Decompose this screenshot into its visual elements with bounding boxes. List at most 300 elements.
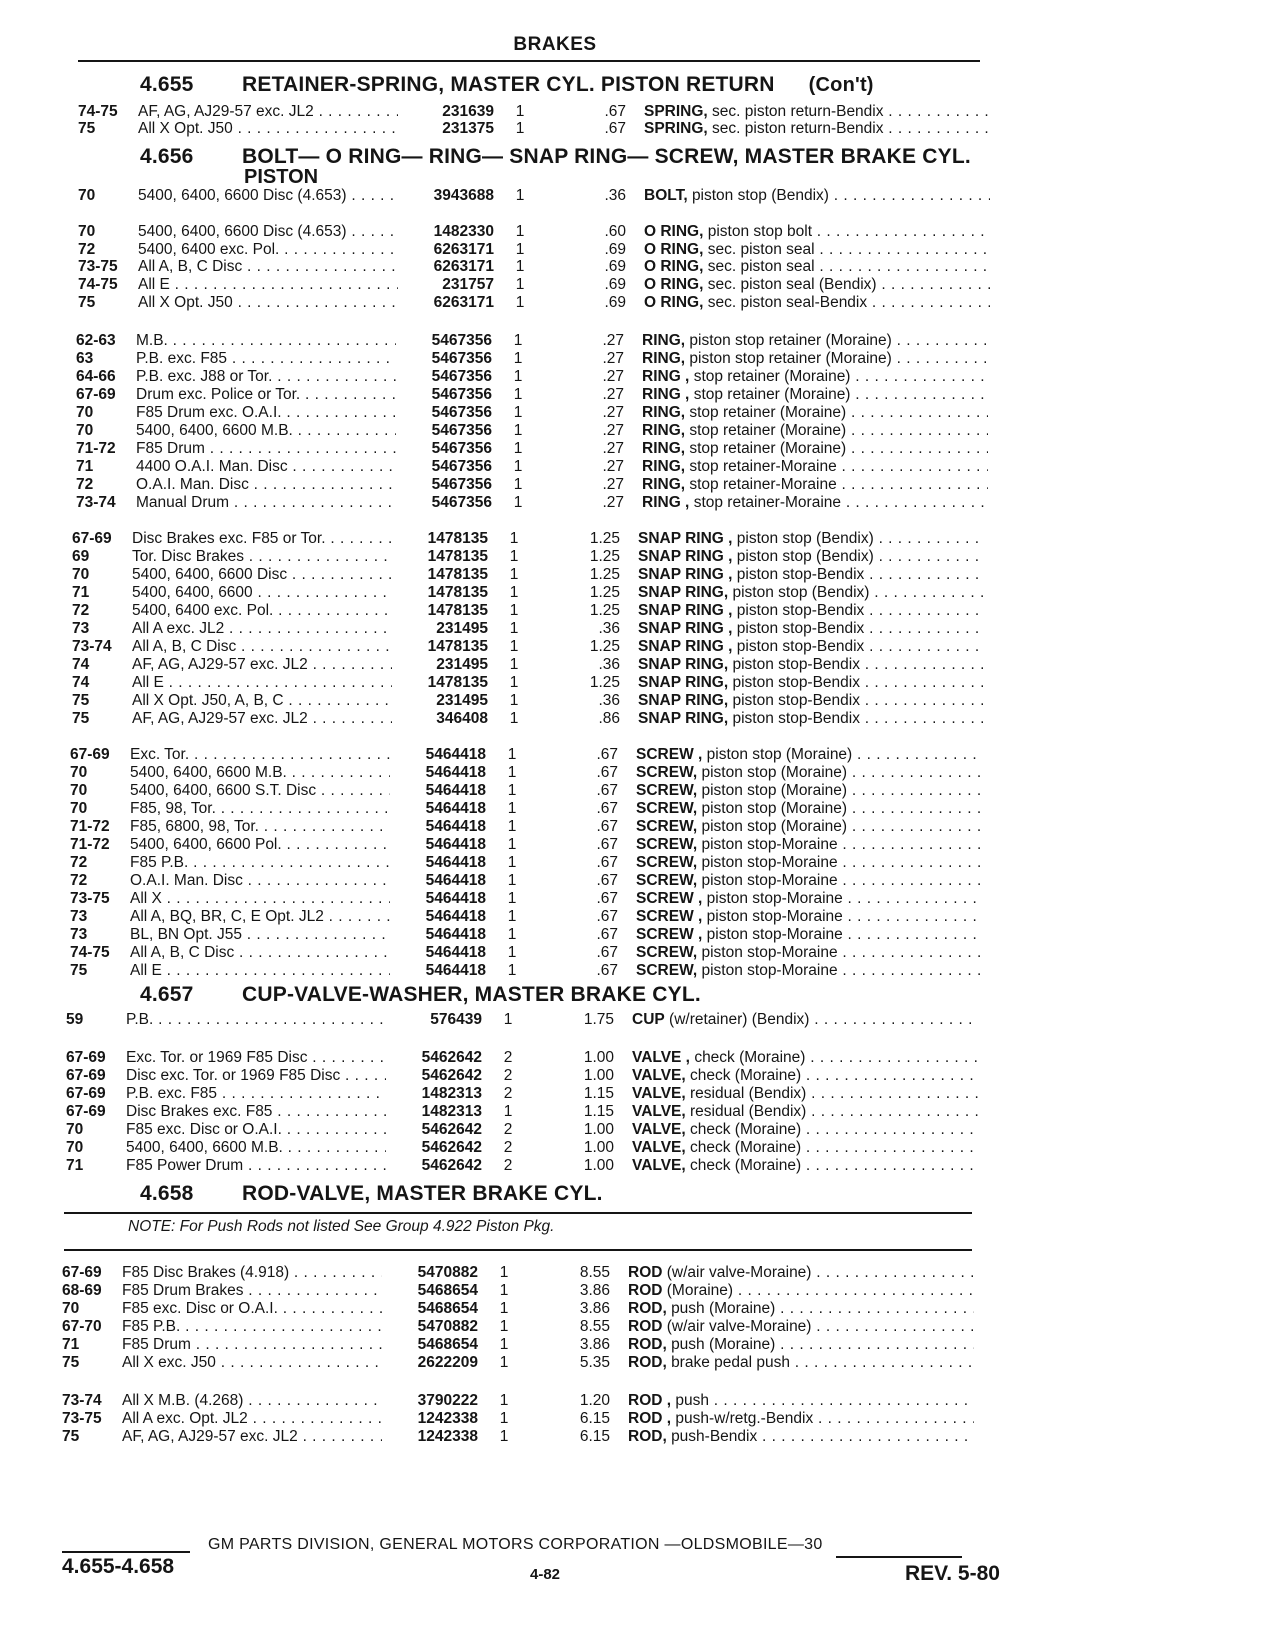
price: 1.00 (583, 1067, 614, 1084)
quantity: 1 (509, 692, 519, 709)
part-description (628, 1392, 974, 1410)
part-detail: sec. piston seal (Bendix) (707, 276, 877, 293)
quantity: 1 (499, 1336, 509, 1353)
model-application: M.B. . . . (136, 332, 396, 350)
part-detail: piston stop (Moraine) (701, 818, 848, 835)
part-detail: (Moraine) (666, 1282, 734, 1299)
part-name: SCREW , (636, 926, 703, 943)
price: .67 (596, 782, 618, 799)
table-row (62, 1300, 982, 1318)
model-application: O.A.I. Man. Disc . . . (130, 872, 390, 890)
model-year: 73-74 (76, 494, 116, 511)
part-number: 5464418 (425, 890, 486, 907)
part-description (636, 746, 982, 764)
part-name: RING, (642, 440, 686, 457)
footer-rule-right (836, 1556, 962, 1558)
section-title: ROD-VALVE, MASTER BRAKE CYL. (242, 1182, 603, 1205)
part-description (632, 1085, 978, 1103)
quantity: 1 (499, 1428, 509, 1445)
price: .27 (602, 458, 624, 475)
table-row (62, 1392, 982, 1410)
price: .27 (602, 476, 624, 493)
table-row (66, 1085, 986, 1103)
quantity: 1 (503, 1103, 513, 1120)
part-number: 1242338 (417, 1410, 478, 1427)
quantity: 1 (507, 926, 517, 943)
price: 8.55 (579, 1318, 610, 1335)
price: .27 (602, 386, 624, 403)
quantity: 1 (509, 656, 519, 673)
table-row (78, 258, 998, 276)
part-description (644, 258, 990, 276)
quantity: 1 (507, 908, 517, 925)
quantity: 2 (503, 1139, 513, 1156)
part-detail: piston stop (Moraine) (701, 782, 848, 799)
part-number: 231375 (442, 120, 494, 137)
quantity: 1 (507, 782, 517, 799)
part-description (638, 638, 984, 656)
model-application: All A exc. JL2 . . . (132, 620, 392, 638)
model-application: P.B. exc. J88 or Tor. . . . (136, 368, 396, 386)
quantity: 1 (499, 1354, 509, 1371)
part-name: SCREW, (636, 764, 698, 781)
quantity: 1 (503, 1011, 513, 1028)
part-detail: piston stop-Moraine (706, 908, 843, 925)
footer-rule-left (62, 1551, 190, 1553)
part-number: 5462642 (421, 1067, 482, 1084)
section-number: 4.658 (140, 1182, 194, 1205)
part-number: 5464418 (425, 962, 486, 979)
model-year: 72 (72, 602, 90, 619)
part-description (636, 836, 982, 854)
part-number: 6263171 (433, 241, 494, 258)
price: .69 (604, 258, 626, 275)
model-application: 5400, 6400, 6600 M.B. . . . (136, 422, 396, 440)
part-number: 1242338 (417, 1428, 478, 1445)
part-number: 5467356 (431, 440, 492, 457)
model-application: Tor. Disc Brakes . . . (132, 548, 392, 566)
part-number: 346408 (436, 710, 488, 727)
quantity: 1 (509, 620, 519, 637)
part-name: RING , (642, 386, 690, 403)
part-detail: piston stop (Moraine) (701, 800, 848, 817)
part-number: 5468654 (417, 1282, 478, 1299)
part-detail: push (Moraine) (671, 1336, 776, 1353)
quantity: 1 (515, 187, 525, 204)
part-name: SNAP RING, (638, 692, 729, 709)
price: .67 (596, 854, 618, 871)
model-application: Exc. Tor. or 1969 F85 Disc . . . (126, 1049, 386, 1067)
part-description (644, 120, 990, 138)
model-application: All A, B, C Disc . . . (132, 638, 392, 656)
price: .67 (596, 962, 618, 979)
model-year: 74-75 (78, 276, 118, 293)
price: .67 (604, 103, 626, 120)
part-detail: piston stop retainer (Moraine) (689, 332, 892, 349)
price: .36 (598, 656, 620, 673)
table-row (62, 1428, 982, 1446)
part-detail: sec. piston return-Bendix (712, 120, 884, 137)
quantity: 1 (515, 223, 525, 240)
table-row (76, 422, 996, 440)
section-number: 4.657 (140, 983, 194, 1006)
model-year: 73-75 (78, 258, 118, 275)
price: .86 (598, 710, 620, 727)
price: .67 (596, 818, 618, 835)
part-description (632, 1011, 978, 1029)
model-year: 62-63 (76, 332, 116, 349)
price: .27 (602, 404, 624, 421)
part-name: SNAP RING , (638, 602, 733, 619)
part-number: 5464418 (425, 836, 486, 853)
part-detail: check (Moraine) (694, 1049, 806, 1066)
model-application: 4400 O.A.I. Man. Disc . . . (136, 458, 396, 476)
part-number: 231757 (442, 276, 494, 293)
model-application: F85 Drum exc. O.A.I. . . . (136, 404, 396, 422)
table-row (66, 1011, 986, 1029)
quantity: 1 (513, 368, 523, 385)
part-number: 5464418 (425, 854, 486, 871)
part-name: SCREW, (636, 818, 698, 835)
quantity: 1 (515, 241, 525, 258)
quantity: 2 (503, 1157, 513, 1174)
model-application: P.B. exc. F85 . . . (126, 1085, 386, 1103)
model-year: 75 (72, 692, 90, 709)
part-description (636, 962, 982, 980)
table-row (72, 620, 992, 638)
part-number: 3943688 (433, 187, 494, 204)
part-detail: residual (Bendix) (690, 1085, 807, 1102)
part-number: 231495 (436, 656, 488, 673)
footer-page-number: 4-82 (530, 1566, 561, 1583)
part-name: SNAP RING, (638, 674, 729, 691)
model-year: 73 (70, 908, 88, 925)
model-year: 71 (66, 1157, 84, 1174)
part-number: 5467356 (431, 404, 492, 421)
model-year: 64-66 (76, 368, 116, 385)
part-description (632, 1121, 978, 1139)
quantity: 1 (509, 674, 519, 691)
model-year: 74-75 (70, 944, 110, 961)
part-name: RING, (642, 332, 686, 349)
part-name: RING, (642, 476, 686, 493)
part-number: 1478135 (427, 548, 488, 565)
part-detail: piston stop-Moraine (706, 890, 843, 907)
part-name: SNAP RING , (638, 620, 733, 637)
price: 1.25 (589, 638, 620, 655)
part-description (644, 187, 990, 205)
part-description (632, 1103, 978, 1121)
quantity: 1 (513, 476, 523, 493)
part-name: ROD , (628, 1392, 672, 1409)
quantity: 2 (503, 1085, 513, 1102)
table-row (72, 656, 992, 674)
table-row (66, 1157, 986, 1175)
part-name: SNAP RING , (638, 548, 733, 565)
model-year: 70 (72, 566, 90, 583)
quantity: 1 (515, 294, 525, 311)
part-number: 5467356 (431, 494, 492, 511)
quantity: 1 (513, 332, 523, 349)
model-year: 72 (78, 241, 96, 258)
model-year: 75 (78, 294, 96, 311)
part-detail: residual (Bendix) (690, 1103, 807, 1120)
model-year: 67-69 (62, 1264, 102, 1281)
part-description (636, 890, 982, 908)
model-application: All E . . . (130, 962, 390, 980)
quantity: 1 (507, 800, 517, 817)
model-application: All X Opt. J50 . . . (138, 294, 398, 312)
model-year: 74 (72, 656, 90, 673)
part-detail: check (Moraine) (690, 1121, 802, 1138)
model-application: F85, 98, Tor. . . . (130, 800, 390, 818)
model-year: 73-74 (72, 638, 112, 655)
part-detail: piston stop-Moraine (701, 944, 838, 961)
quantity: 1 (509, 602, 519, 619)
model-year: 71-72 (70, 836, 110, 853)
model-application: 5400, 6400, 6600 Disc . . . (132, 566, 392, 584)
part-number: 1478135 (427, 566, 488, 583)
quantity: 1 (509, 548, 519, 565)
model-application: All A exc. Opt. JL2 . . . (122, 1410, 382, 1428)
part-description (632, 1157, 978, 1175)
quantity: 1 (499, 1300, 509, 1317)
part-number: 5464418 (425, 746, 486, 763)
quantity: 1 (513, 350, 523, 367)
model-year: 71-72 (76, 440, 116, 457)
model-year: 70 (70, 800, 88, 817)
price: 8.55 (579, 1264, 610, 1281)
price: 1.25 (589, 548, 620, 565)
part-number: 5467356 (431, 332, 492, 349)
part-name: VALVE , (632, 1049, 690, 1066)
part-detail: sec. piston seal (707, 241, 815, 258)
part-description (638, 656, 984, 674)
price: 1.15 (583, 1085, 614, 1102)
table-row (72, 710, 992, 728)
part-number: 5464418 (425, 926, 486, 943)
model-application: AF, AG, AJ29-57 exc. JL2 . . . (138, 103, 398, 121)
part-detail: piston stop (Bendix) (691, 187, 829, 204)
quantity: 1 (507, 872, 517, 889)
table-row (66, 1139, 986, 1157)
part-name: ROD (628, 1264, 663, 1281)
section-title: RETAINER-SPRING, MASTER CYL. PISTON RETURN (242, 73, 775, 96)
table-row (72, 584, 992, 602)
price: .67 (596, 908, 618, 925)
part-detail: stop retainer (Moraine) (693, 386, 851, 403)
section-heading (140, 73, 874, 97)
part-detail: piston stop (Moraine) (706, 746, 853, 763)
part-detail: push (Moraine) (671, 1300, 776, 1317)
part-name: RING, (642, 350, 686, 367)
model-year: 73-75 (62, 1410, 102, 1427)
part-number: 1478135 (427, 530, 488, 547)
model-application: F85 Power Drum . . . (126, 1157, 386, 1175)
price: .67 (596, 746, 618, 763)
model-year: 75 (78, 120, 96, 137)
part-detail: piston stop (Bendix) (732, 584, 870, 601)
part-description (644, 103, 990, 121)
table-row (76, 386, 996, 404)
part-description (628, 1336, 974, 1354)
part-description (628, 1282, 974, 1300)
part-number: 231639 (442, 103, 494, 120)
model-application: All X Opt. J50 . . . (138, 120, 398, 138)
model-application: Manual Drum . . . (136, 494, 396, 512)
table-row (70, 908, 990, 926)
part-number: 1482313 (421, 1103, 482, 1120)
part-name: VALVE, (632, 1067, 686, 1084)
model-application: 5400, 6400, 6600 S.T. Disc . . . (130, 782, 390, 800)
model-application: F85 exc. Disc or O.A.I. . . . (122, 1300, 382, 1318)
price: 6.15 (579, 1428, 610, 1445)
part-name: SCREW, (636, 872, 698, 889)
table-row (70, 890, 990, 908)
part-name: SPRING, (644, 103, 708, 120)
part-number: 5467356 (431, 350, 492, 367)
quantity: 2 (503, 1067, 513, 1084)
part-description (636, 944, 982, 962)
part-description (638, 548, 984, 566)
price: .69 (604, 294, 626, 311)
part-number: 5462642 (421, 1121, 482, 1138)
price: .27 (602, 350, 624, 367)
part-description (636, 782, 982, 800)
part-name: ROD (628, 1282, 663, 1299)
price: 1.00 (583, 1157, 614, 1174)
part-number: 5462642 (421, 1139, 482, 1156)
part-detail: (w/air valve-Moraine) (666, 1318, 812, 1335)
part-number: 231495 (436, 692, 488, 709)
table-row (70, 944, 990, 962)
part-name: VALVE, (632, 1103, 686, 1120)
part-description (638, 692, 984, 710)
table-row (76, 440, 996, 458)
section-number: 4.655 (140, 73, 194, 96)
price: 1.25 (589, 584, 620, 601)
model-year: 70 (70, 764, 88, 781)
part-detail: piston stop-Bendix (732, 692, 860, 709)
part-name: ROD, (628, 1300, 667, 1317)
table-row (66, 1103, 986, 1121)
price: .67 (596, 890, 618, 907)
model-year: 73 (72, 620, 90, 637)
price: 3.86 (579, 1282, 610, 1299)
part-name: CUP (632, 1011, 665, 1028)
part-name: ROD , (628, 1410, 672, 1427)
part-detail: push-w/retg.-Bendix (675, 1410, 814, 1427)
price: .36 (598, 692, 620, 709)
model-application: Disc Brakes exc. F85 . . . (126, 1103, 386, 1121)
part-number: 1478135 (427, 602, 488, 619)
price: .67 (596, 836, 618, 853)
table-row (70, 836, 990, 854)
part-detail: (w/air valve-Moraine) (666, 1264, 812, 1281)
model-year: 70 (62, 1300, 80, 1317)
quantity: 1 (507, 764, 517, 781)
part-detail: piston stop-Bendix (736, 620, 865, 637)
part-description (638, 584, 984, 602)
part-description (632, 1139, 978, 1157)
model-application: AF, AG, AJ29-57 exc. JL2 . . . (132, 710, 392, 728)
model-application: Disc exc. Tor. or 1969 F85 Disc . . . (126, 1067, 386, 1085)
part-description (642, 458, 988, 476)
quantity: 1 (515, 120, 525, 137)
part-name: SCREW, (636, 800, 698, 817)
quantity: 2 (503, 1049, 513, 1066)
table-row (72, 674, 992, 692)
part-name: SCREW , (636, 746, 703, 763)
quantity: 1 (499, 1282, 509, 1299)
price: .36 (598, 620, 620, 637)
model-application: 5400, 6400, 6600 M.B. . . . (126, 1139, 386, 1157)
part-name: SCREW, (636, 836, 698, 853)
model-year: 69 (72, 548, 90, 565)
model-year: 75 (62, 1354, 80, 1371)
model-application: F85 Disc Brakes (4.918) . . . (122, 1264, 382, 1282)
part-description (638, 602, 984, 620)
footer-group-range: 4.655-4.658 (62, 1555, 175, 1578)
part-name: RING, (642, 404, 686, 421)
part-name: VALVE, (632, 1139, 686, 1156)
part-description (636, 908, 982, 926)
table-row (70, 854, 990, 872)
table-row (70, 746, 990, 764)
part-description (636, 854, 982, 872)
price: 1.25 (589, 602, 620, 619)
quantity: 1 (515, 258, 525, 275)
part-detail: piston stop (Bendix) (736, 530, 874, 547)
part-description (632, 1049, 978, 1067)
quantity: 1 (513, 422, 523, 439)
table-row (70, 926, 990, 944)
part-number: 5464418 (425, 782, 486, 799)
footer-revision: REV. 5-80 (905, 1562, 1000, 1585)
section-suffix: (Con't) (808, 74, 874, 96)
part-number: 3790222 (417, 1392, 478, 1409)
quantity: 1 (499, 1410, 509, 1427)
header-rule (78, 60, 980, 62)
model-application: 5400, 6400, 6600 . . . (132, 584, 392, 602)
model-year: 73-74 (62, 1392, 102, 1409)
part-name: ROD, (628, 1354, 667, 1371)
page-title: BRAKES (513, 34, 597, 55)
table-row (62, 1354, 982, 1372)
part-number: 5467356 (431, 458, 492, 475)
part-description (628, 1410, 974, 1428)
part-detail: push (675, 1392, 709, 1409)
quantity: 1 (499, 1392, 509, 1409)
part-description (644, 294, 990, 312)
table-row (70, 962, 990, 980)
table-row (66, 1067, 986, 1085)
quantity: 1 (507, 944, 517, 961)
part-number: 5464418 (425, 800, 486, 817)
part-name: SCREW, (636, 944, 698, 961)
part-name: SNAP RING , (638, 638, 733, 655)
part-description (638, 620, 984, 638)
part-description (644, 223, 990, 241)
part-detail: piston stop (Bendix) (736, 548, 874, 565)
part-detail: stop retainer (Moraine) (693, 368, 851, 385)
part-description (642, 422, 988, 440)
table-row (76, 476, 996, 494)
part-detail: check (Moraine) (690, 1139, 802, 1156)
part-name: VALVE, (632, 1085, 686, 1102)
part-description (638, 566, 984, 584)
part-detail: piston stop-Moraine (706, 926, 843, 943)
